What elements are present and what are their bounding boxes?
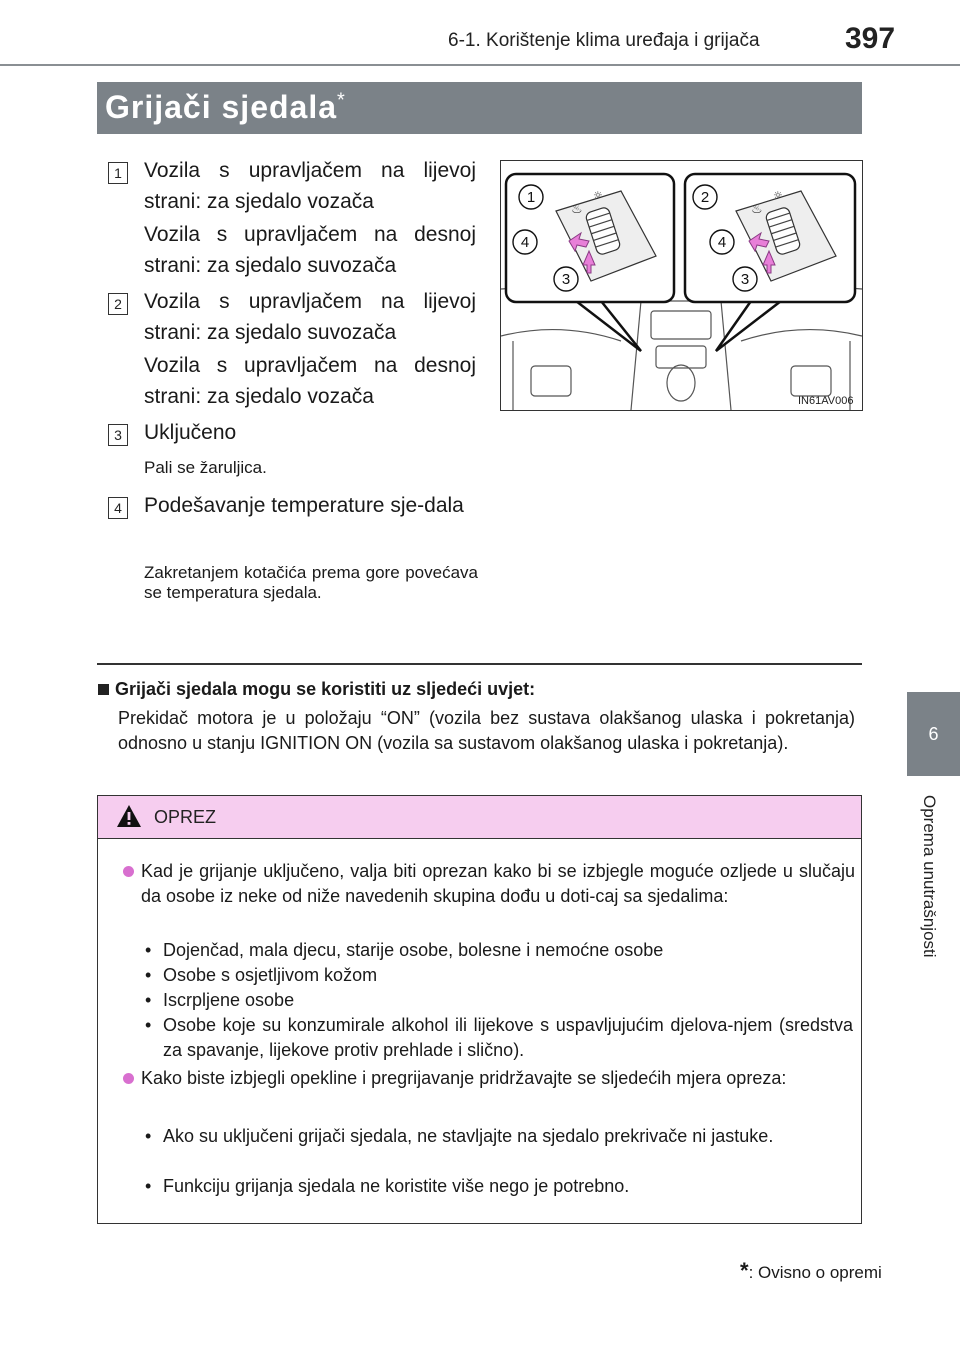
page-number: 397 [845, 22, 896, 55]
caution-sub-item: • Osobe s osjetljivom kožom [145, 963, 853, 988]
item-1-text-a: Vozila s upravljačem na lijevoj strani: za sjedalo vozača [144, 159, 476, 213]
item-3-note: Pali se žaruljica. [144, 458, 267, 477]
caution-sub-item: • Ako su uključeni grijači sjedala, ne stavljajte na sjedalo prekrivače ni jastuke. [145, 1124, 853, 1149]
callout-num-left-adjust: 4 [520, 234, 530, 251]
item-2-text-a: Vozila s upravljačem na lijevoj strani: za sjedalo suvozača [144, 290, 476, 344]
header-divider [0, 64, 960, 66]
svg-text:☼: ☼ [773, 189, 783, 202]
callout-tail-left [576, 301, 641, 351]
caution-bullet-2-text: Kako biste izbjegli opekline i pregrijavanje pridržavajte se sljedećih mjera opreza: [141, 1068, 787, 1088]
item-3-text: Uključeno [144, 421, 237, 444]
item-number-badge: 4 [108, 497, 128, 519]
footnote-text: : Ovisno o opremi [748, 1263, 882, 1282]
callout-num-right-switch: 3 [740, 271, 750, 288]
svg-text:♨: ♨ [571, 202, 583, 217]
caution-sub-item: • Osobe koje su konzumirale alkohol ili lijekove s uspavljujućim djelova-njem (sredstva za spavanje, lijekove protiv prehlade i slično). [145, 1015, 853, 1060]
square-bullet-icon [98, 684, 109, 695]
page-heading [105, 89, 346, 126]
caution-sub-item: • Dojenčad, mala djecu, starije osobe, bolesne i nemoćne osobe [145, 938, 853, 963]
condition-heading-text: Grijači sjedala mogu se koristiti uz sljedeći uvjet: [115, 679, 536, 699]
chapter-title: Oprema unutrašnjosti [920, 795, 939, 958]
condition-body: Prekidač motora je u položaju “ON” (vozila bez sustava olakšanog ulaska i pokretanja) odnosno u stanju IGNITION ON (vozila sa sustavom olakšanog ulaska i pokretanja). [118, 708, 855, 753]
figure-code: IN61AV006 [798, 395, 854, 407]
dot-bullet-icon: • [145, 1126, 152, 1146]
item-4-text: Podešavanje temperature sje-dala [144, 494, 464, 517]
caution-sub-item: • Funkciju grijanja sjedala ne koristite više nego je potrebno. [145, 1174, 853, 1199]
item-number-badge: 3 [108, 424, 128, 446]
callout-tail-right [716, 301, 781, 351]
caution-sub-item: • Iscrpljene osobe [145, 988, 853, 1013]
dot-bullet-icon: • [145, 1015, 152, 1035]
round-bullet-icon [123, 1073, 134, 1084]
asterisk-mark: * [337, 89, 346, 112]
callout-num-left-switch: 3 [561, 271, 571, 288]
section-divider [97, 663, 862, 665]
caution-bullet-2 [141, 1066, 855, 1091]
caution-header [98, 796, 861, 839]
item-number-badge: 2 [108, 293, 128, 315]
svg-text:☼: ☼ [593, 189, 603, 202]
callout-num-left-top: 1 [526, 189, 536, 206]
chapter-title-vertical [919, 795, 949, 1095]
item-4-note: Zakretanjem kotačića prema gore povećava se temperatura sjedala. [144, 563, 478, 602]
callout-num-right-adjust: 4 [717, 234, 727, 251]
dot-bullet-icon: • [145, 990, 152, 1010]
callout-num-right-top: 2 [700, 189, 710, 206]
footnote-asterisk: * [740, 1258, 749, 1283]
item-2-text-b: Vozila s upravljačem na desnoj strani: za sjedalo vozača [144, 354, 476, 408]
footnote [740, 1258, 882, 1284]
warning-triangle-icon [116, 804, 142, 828]
item-1-text-b: Vozila s upravljačem na desnoj strani: za sjedalo suvozača [144, 223, 476, 277]
seat-heater-illustration [500, 160, 863, 411]
chapter-tab: 6 [907, 692, 960, 776]
page-heading-text: Grijači sjedala [105, 89, 338, 125]
illustration-svg [501, 161, 862, 410]
svg-text:♨: ♨ [751, 202, 763, 217]
item-number-badge: 1 [108, 162, 128, 184]
caution-box [97, 795, 862, 1224]
dot-bullet-icon: • [145, 965, 152, 985]
caution-bullet-1-text: Kad je grijanje uključeno, valja biti oprezan kako bi se izbjegle moguće ozljede u slučaju da osobe iz neke od niže navedenih skupina dođu u doti-caj sa sjedalima: [141, 861, 855, 906]
caution-title: OPREZ [154, 807, 217, 827]
condition-heading [98, 679, 535, 700]
round-bullet-icon [123, 866, 134, 877]
caution-bullet-1 [141, 859, 855, 909]
console-outline [501, 287, 862, 410]
dot-bullet-icon: • [145, 1176, 152, 1196]
section-title: 6-1. Korištenje klima uređaja i grijača [448, 30, 760, 51]
dot-bullet-icon: • [145, 940, 152, 960]
